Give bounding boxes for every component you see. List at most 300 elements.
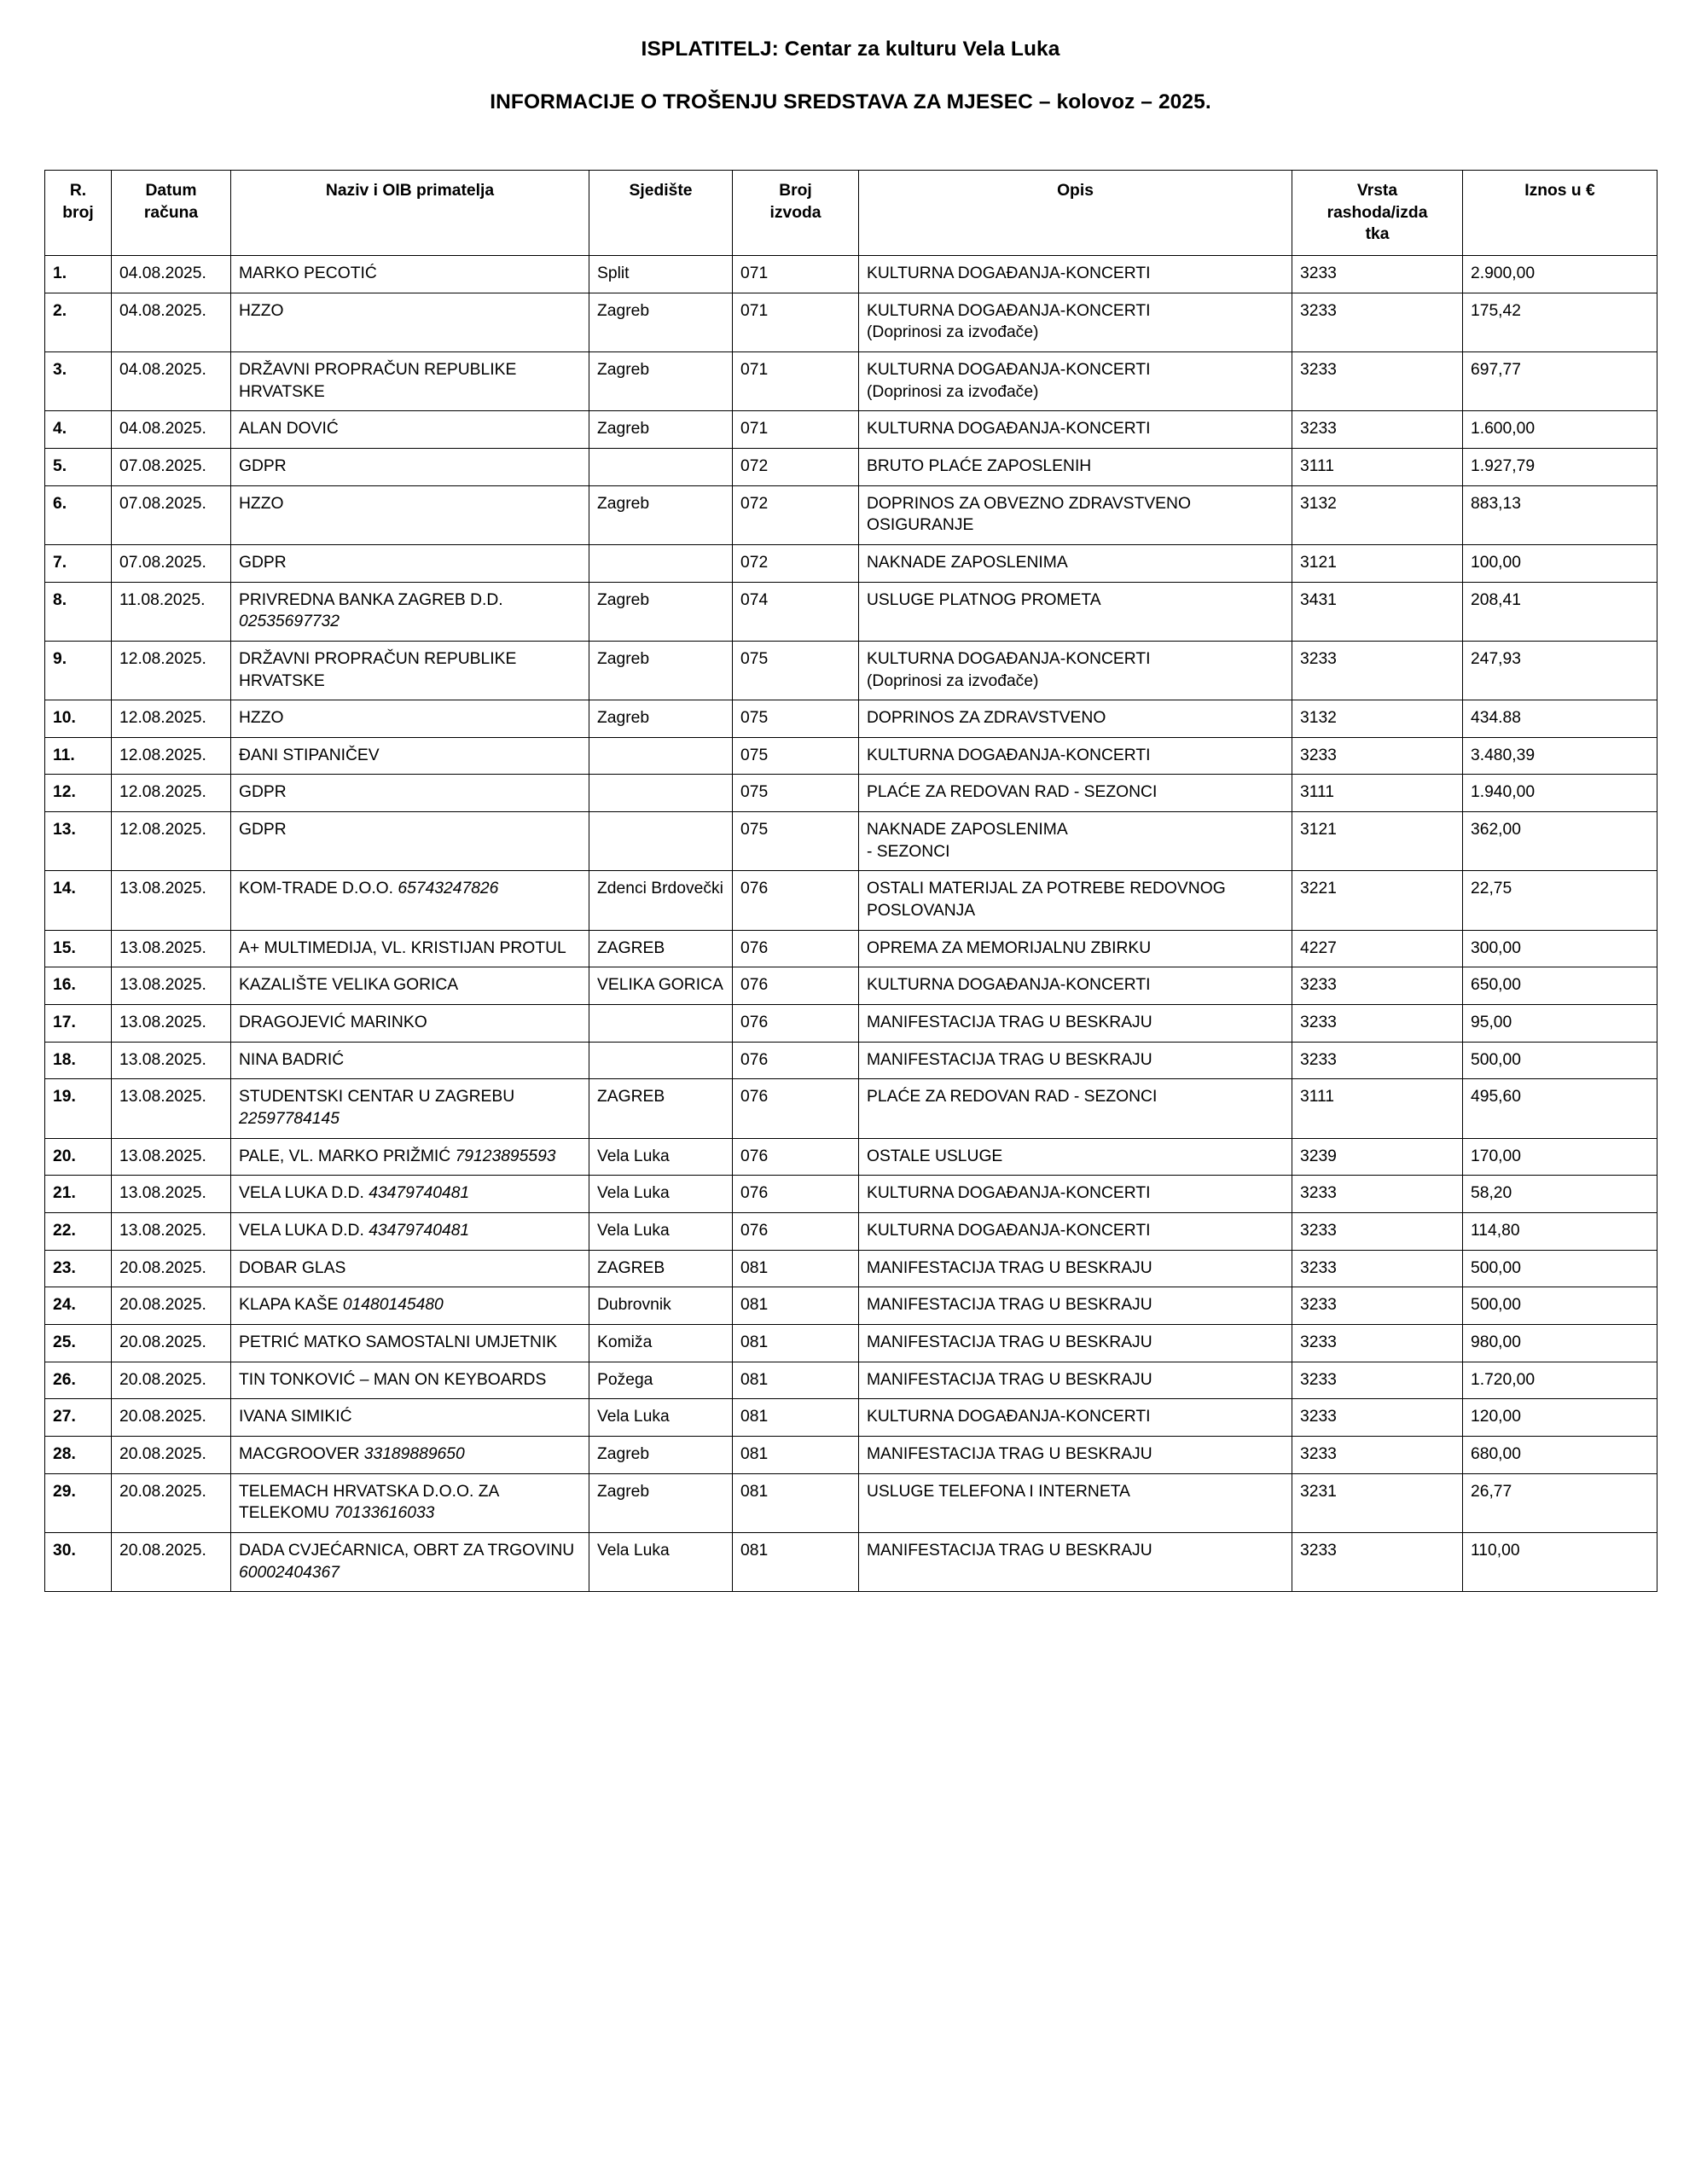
cell-date: 04.08.2025.: [112, 351, 231, 410]
cell-recipient: TIN TONKOVIĆ – MAN ON KEYBOARDS: [231, 1362, 589, 1399]
cell-description: [859, 641, 1292, 700]
cell-expense-type: 3233: [1292, 1042, 1463, 1079]
cell-statement-no: 076: [733, 1138, 859, 1176]
cell-amount: 495,60: [1463, 1079, 1657, 1138]
cell-description: [859, 544, 1292, 582]
cell-seat: ZAGREB: [589, 930, 733, 967]
cell-recipient: PETRIĆ MATKO SAMOSTALNI UMJETNIK: [231, 1324, 589, 1362]
cell-statement-no: 075: [733, 700, 859, 738]
cell-expense-type: 3233: [1292, 1532, 1463, 1591]
cell-expense-type: 3233: [1292, 1005, 1463, 1043]
cell-recipient: PALE, VL. MARKO PRIŽMIĆ 79123895593: [231, 1138, 589, 1176]
col-header-statement: [733, 171, 859, 256]
cell-statement-no: 071: [733, 255, 859, 293]
cell-statement-no: 075: [733, 641, 859, 700]
cell-expense-type: 3239: [1292, 1138, 1463, 1176]
cell-statement-no: 075: [733, 812, 859, 871]
cell-seat: Zagreb: [589, 485, 733, 544]
cell-expense-type: 3233: [1292, 1399, 1463, 1437]
cell-date: 13.08.2025.: [112, 930, 231, 967]
cell-statement-no: 076: [733, 1079, 859, 1138]
cell-ordinal: 3.: [45, 351, 112, 410]
cell-recipient: DRAGOJEVIĆ MARINKO: [231, 1005, 589, 1043]
recipient-oib: 60002404367: [239, 1563, 340, 1582]
cell-recipient: KAZALIŠTE VELIKA GORICA: [231, 967, 589, 1005]
cell-statement-no: 081: [733, 1287, 859, 1325]
cell-ordinal: 21.: [45, 1176, 112, 1213]
cell-expense-type: 3233: [1292, 1176, 1463, 1213]
cell-recipient: ALAN DOVIĆ: [231, 411, 589, 449]
table-row: [45, 448, 1657, 485]
cell-ordinal: 15.: [45, 930, 112, 967]
cell-seat: [589, 775, 733, 812]
cell-amount: 110,00: [1463, 1532, 1657, 1591]
cell-ordinal: 8.: [45, 582, 112, 641]
cell-amount: 22,75: [1463, 871, 1657, 930]
description-line-1: MANIFESTACIJA TRAG U BESKRAJU: [867, 1541, 1152, 1560]
cell-recipient: GDPR: [231, 812, 589, 871]
cell-statement-no: 071: [733, 411, 859, 449]
cell-statement-no: 081: [733, 1250, 859, 1287]
cell-amount: 697,77: [1463, 351, 1657, 410]
cell-description: [859, 293, 1292, 351]
cell-expense-type: 3111: [1292, 448, 1463, 485]
description-line-1: KULTURNA DOGAĐANJA-KONCERTI: [867, 420, 1151, 439]
cell-expense-type: 3111: [1292, 775, 1463, 812]
description-line-1: KULTURNA DOGAĐANJA-KONCERTI: [867, 1222, 1151, 1240]
cell-ordinal: 1.: [45, 255, 112, 293]
cell-description: [859, 1138, 1292, 1176]
cell-ordinal: 23.: [45, 1250, 112, 1287]
cell-ordinal: 12.: [45, 775, 112, 812]
cell-recipient: PRIVREDNA BANKA ZAGREB D.D. 02535697732: [231, 582, 589, 641]
description-line-2: (Doprinosi za izvođače): [867, 382, 1039, 401]
cell-statement-no: 076: [733, 1042, 859, 1079]
description-line-2: - SEZONCI: [867, 842, 950, 861]
col-header-statement-line2: izvoda: [769, 203, 821, 222]
cell-recipient: HZZO: [231, 485, 589, 544]
table-row: [45, 1287, 1657, 1325]
col-header-amount-line1: Iznos u €: [1524, 182, 1595, 200]
cell-recipient: GDPR: [231, 448, 589, 485]
description-line-1: OPREMA ZA MEMORIJALNU ZBIRKU: [867, 938, 1152, 957]
description-line-1: KULTURNA DOGAĐANJA-KONCERTI: [867, 1408, 1151, 1426]
cell-amount: 120,00: [1463, 1399, 1657, 1437]
cell-seat: Zagreb: [589, 411, 733, 449]
cell-seat: Zagreb: [589, 1436, 733, 1473]
cell-description: [859, 485, 1292, 544]
cell-statement-no: 081: [733, 1399, 859, 1437]
cell-description: [859, 1005, 1292, 1043]
description-line-1: KULTURNA DOGAĐANJA-KONCERTI: [867, 360, 1151, 379]
cell-statement-no: 075: [733, 737, 859, 775]
col-header-expense-type-line1: Vrsta: [1356, 182, 1398, 200]
cell-recipient: VELA LUKA D.D. 43479740481: [231, 1176, 589, 1213]
description-line-1: MANIFESTACIJA TRAG U BESKRAJU: [867, 1050, 1152, 1069]
cell-date: 20.08.2025.: [112, 1287, 231, 1325]
cell-date: 20.08.2025.: [112, 1473, 231, 1532]
cell-date: 13.08.2025.: [112, 1005, 231, 1043]
cell-statement-no: 072: [733, 485, 859, 544]
cell-recipient: GDPR: [231, 775, 589, 812]
cell-amount: 208,41: [1463, 582, 1657, 641]
cell-expense-type: 3132: [1292, 485, 1463, 544]
col-header-ordinal: [45, 171, 112, 256]
col-header-date-line2: računa: [143, 203, 199, 222]
recipient-oib: 43479740481: [369, 1222, 470, 1240]
ledger-table: [44, 170, 1657, 1592]
table-row: [45, 641, 1657, 700]
cell-statement-no: 081: [733, 1324, 859, 1362]
cell-statement-no: 071: [733, 351, 859, 410]
cell-date: 13.08.2025.: [112, 1213, 231, 1251]
cell-amount: 247,93: [1463, 641, 1657, 700]
description-line-1: NAKNADE ZAPOSLENIMA: [867, 821, 1068, 839]
cell-recipient: ĐANI STIPANIČEV: [231, 737, 589, 775]
recipient-oib: 02535697732: [239, 613, 340, 631]
recipient-oib: 65743247826: [398, 880, 499, 898]
cell-seat: [589, 544, 733, 582]
table-row: [45, 1362, 1657, 1399]
cell-seat: Zagreb: [589, 700, 733, 738]
cell-ordinal: 25.: [45, 1324, 112, 1362]
table-row: [45, 411, 1657, 449]
cell-description: [859, 448, 1292, 485]
table-row: [45, 544, 1657, 582]
description-line-1: KULTURNA DOGAĐANJA-KONCERTI: [867, 264, 1151, 282]
cell-description: [859, 1399, 1292, 1437]
description-line-1: KULTURNA DOGAĐANJA-KONCERTI: [867, 649, 1151, 668]
cell-amount: 980,00: [1463, 1324, 1657, 1362]
table-row: [45, 700, 1657, 738]
cell-amount: 650,00: [1463, 967, 1657, 1005]
cell-expense-type: 4227: [1292, 930, 1463, 967]
cell-description: [859, 700, 1292, 738]
table-row: [45, 351, 1657, 410]
description-line-1: OSTALI MATERIJAL ZA POTREBE REDOVNOG POSLOVANJA: [867, 880, 1226, 921]
cell-ordinal: 13.: [45, 812, 112, 871]
description-line-1: DOPRINOS ZA OBVEZNO ZDRAVSTVENO OSIGURANJE: [867, 494, 1191, 535]
cell-statement-no: 072: [733, 448, 859, 485]
col-header-ordinal-line1: R.: [69, 182, 87, 200]
cell-description: [859, 967, 1292, 1005]
cell-seat: Zagreb: [589, 351, 733, 410]
cell-amount: 883,13: [1463, 485, 1657, 544]
cell-ordinal: 11.: [45, 737, 112, 775]
cell-amount: 362,00: [1463, 812, 1657, 871]
table-row: [45, 967, 1657, 1005]
description-line-1: KULTURNA DOGAĐANJA-KONCERTI: [867, 301, 1151, 320]
description-line-1: MANIFESTACIJA TRAG U BESKRAJU: [867, 1370, 1152, 1389]
description-line-1: MANIFESTACIJA TRAG U BESKRAJU: [867, 1258, 1152, 1277]
cell-date: 13.08.2025.: [112, 1079, 231, 1138]
payer-title: ISPLATITELJ: Centar za kulturu Vela Luka: [641, 38, 1060, 61]
report-title: INFORMACIJE O TROŠENJU SREDSTAVA ZA MJESEC – kolovoz – 2025.: [490, 90, 1211, 113]
cell-description: [859, 1213, 1292, 1251]
col-header-expense-type-line3: tka: [1365, 225, 1390, 244]
table-row: [45, 1399, 1657, 1437]
cell-ordinal: 14.: [45, 871, 112, 930]
cell-amount: 434.88: [1463, 700, 1657, 738]
description-line-1: MANIFESTACIJA TRAG U BESKRAJU: [867, 1444, 1152, 1463]
description-line-1: OSTALE USLUGE: [867, 1147, 1003, 1165]
cell-seat: Vela Luka: [589, 1213, 733, 1251]
cell-statement-no: 071: [733, 293, 859, 351]
cell-date: 20.08.2025.: [112, 1250, 231, 1287]
cell-statement-no: 081: [733, 1436, 859, 1473]
description-line-1: MANIFESTACIJA TRAG U BESKRAJU: [867, 1296, 1152, 1315]
cell-recipient: HZZO: [231, 293, 589, 351]
cell-date: 20.08.2025.: [112, 1532, 231, 1591]
cell-seat: Zagreb: [589, 293, 733, 351]
cell-expense-type: 3233: [1292, 967, 1463, 1005]
table-row: [45, 930, 1657, 967]
table-row: [45, 1324, 1657, 1362]
cell-ordinal: 26.: [45, 1362, 112, 1399]
document-header: [44, 38, 1657, 114]
cell-expense-type: 3233: [1292, 737, 1463, 775]
cell-recipient: GDPR: [231, 544, 589, 582]
description-line-1: PLAĆE ZA REDOVAN RAD - SEZONCI: [867, 783, 1158, 802]
cell-seat: [589, 448, 733, 485]
recipient-oib: 01480145480: [342, 1296, 444, 1315]
cell-recipient: KOM-TRADE D.O.O. 65743247826: [231, 871, 589, 930]
cell-date: 13.08.2025.: [112, 871, 231, 930]
cell-expense-type: 3121: [1292, 544, 1463, 582]
cell-amount: 500,00: [1463, 1042, 1657, 1079]
cell-seat: Komiža: [589, 1324, 733, 1362]
cell-seat: Požega: [589, 1362, 733, 1399]
description-line-1: MANIFESTACIJA TRAG U BESKRAJU: [867, 1014, 1152, 1032]
cell-amount: 100,00: [1463, 544, 1657, 582]
cell-recipient: HZZO: [231, 700, 589, 738]
description-line-1: PLAĆE ZA REDOVAN RAD - SEZONCI: [867, 1088, 1158, 1107]
cell-recipient: DRŽAVNI PROPRAČUN REPUBLIKE HRVATSKE: [231, 351, 589, 410]
col-header-seat: [589, 171, 733, 256]
cell-seat: ZAGREB: [589, 1079, 733, 1138]
cell-date: 04.08.2025.: [112, 255, 231, 293]
description-line-2: (Doprinosi za izvođače): [867, 671, 1039, 690]
table-row: [45, 582, 1657, 641]
cell-amount: 58,20: [1463, 1176, 1657, 1213]
cell-ordinal: 5.: [45, 448, 112, 485]
cell-ordinal: 9.: [45, 641, 112, 700]
cell-seat: Split: [589, 255, 733, 293]
cell-expense-type: 3233: [1292, 411, 1463, 449]
cell-date: 12.08.2025.: [112, 641, 231, 700]
cell-ordinal: 2.: [45, 293, 112, 351]
cell-description: [859, 1532, 1292, 1591]
table-row: [45, 1042, 1657, 1079]
description-line-2: (Doprinosi za izvođače): [867, 323, 1039, 342]
cell-statement-no: 076: [733, 1213, 859, 1251]
cell-amount: 175,42: [1463, 293, 1657, 351]
cell-recipient: A+ MULTIMEDIJA, VL. KRISTIJAN PROTUL: [231, 930, 589, 967]
table-row: [45, 871, 1657, 930]
table-row: [45, 1532, 1657, 1591]
cell-statement-no: 081: [733, 1532, 859, 1591]
col-header-expense-type: [1292, 171, 1463, 256]
cell-date: 07.08.2025.: [112, 448, 231, 485]
cell-recipient: STUDENTSKI CENTAR U ZAGREBU 22597784145: [231, 1079, 589, 1138]
cell-description: [859, 1324, 1292, 1362]
cell-expense-type: 3233: [1292, 293, 1463, 351]
table-row: [45, 775, 1657, 812]
description-line-1: NAKNADE ZAPOSLENIMA: [867, 553, 1068, 572]
cell-recipient: DOBAR GLAS: [231, 1250, 589, 1287]
cell-ordinal: 6.: [45, 485, 112, 544]
table-row: [45, 293, 1657, 351]
cell-statement-no: 076: [733, 1005, 859, 1043]
description-line-1: USLUGE TELEFONA I INTERNETA: [867, 1482, 1130, 1501]
col-header-recipient: [231, 171, 589, 256]
col-header-statement-line1: Broj: [779, 182, 812, 200]
cell-seat: ZAGREB: [589, 1250, 733, 1287]
cell-description: [859, 930, 1292, 967]
cell-recipient: MACGROOVER 33189889650: [231, 1436, 589, 1473]
cell-amount: 3.480,39: [1463, 737, 1657, 775]
cell-description: [859, 775, 1292, 812]
cell-date: 07.08.2025.: [112, 544, 231, 582]
cell-expense-type: 3233: [1292, 255, 1463, 293]
cell-amount: 500,00: [1463, 1250, 1657, 1287]
cell-ordinal: 30.: [45, 1532, 112, 1591]
cell-date: 13.08.2025.: [112, 1138, 231, 1176]
cell-description: [859, 1362, 1292, 1399]
cell-ordinal: 4.: [45, 411, 112, 449]
cell-ordinal: 10.: [45, 700, 112, 738]
cell-statement-no: 081: [733, 1362, 859, 1399]
cell-description: [859, 1287, 1292, 1325]
cell-expense-type: 3233: [1292, 1436, 1463, 1473]
cell-description: [859, 582, 1292, 641]
cell-ordinal: 17.: [45, 1005, 112, 1043]
cell-statement-no: 076: [733, 871, 859, 930]
cell-recipient: IVANA SIMIKIĆ: [231, 1399, 589, 1437]
cell-statement-no: 075: [733, 775, 859, 812]
cell-seat: [589, 737, 733, 775]
recipient-oib: 79123895593: [455, 1147, 556, 1165]
cell-description: [859, 1042, 1292, 1079]
table-body: [45, 255, 1657, 1591]
cell-amount: 114,80: [1463, 1213, 1657, 1251]
cell-recipient: DADA CVJEĆARNICA, OBRT ZA TRGOVINU 60002404367: [231, 1532, 589, 1591]
cell-expense-type: 3233: [1292, 1362, 1463, 1399]
cell-amount: 300,00: [1463, 930, 1657, 967]
cell-statement-no: 076: [733, 1176, 859, 1213]
col-header-date: [112, 171, 231, 256]
table-row: [45, 1213, 1657, 1251]
cell-ordinal: 7.: [45, 544, 112, 582]
cell-expense-type: 3121: [1292, 812, 1463, 871]
cell-description: [859, 255, 1292, 293]
cell-ordinal: 16.: [45, 967, 112, 1005]
cell-date: 04.08.2025.: [112, 293, 231, 351]
table-row: [45, 1436, 1657, 1473]
cell-expense-type: 3233: [1292, 641, 1463, 700]
table-row: [45, 255, 1657, 293]
cell-seat: VELIKA GORICA: [589, 967, 733, 1005]
col-header-amount: [1463, 171, 1657, 256]
cell-expense-type: 3231: [1292, 1473, 1463, 1532]
cell-amount: 1.940,00: [1463, 775, 1657, 812]
cell-description: [859, 351, 1292, 410]
cell-amount: 95,00: [1463, 1005, 1657, 1043]
table-row: [45, 812, 1657, 871]
cell-ordinal: 28.: [45, 1436, 112, 1473]
table-row: [45, 1005, 1657, 1043]
cell-statement-no: 074: [733, 582, 859, 641]
cell-recipient: KLAPA KAŠE 01480145480: [231, 1287, 589, 1325]
table-header-row: [45, 171, 1657, 256]
table-row: [45, 1473, 1657, 1532]
table-row: [45, 737, 1657, 775]
cell-amount: 500,00: [1463, 1287, 1657, 1325]
cell-expense-type: 3233: [1292, 1324, 1463, 1362]
cell-ordinal: 29.: [45, 1473, 112, 1532]
cell-date: 07.08.2025.: [112, 485, 231, 544]
table-row: [45, 1176, 1657, 1213]
description-line-1: MANIFESTACIJA TRAG U BESKRAJU: [867, 1333, 1152, 1351]
cell-description: [859, 1176, 1292, 1213]
cell-description: [859, 1079, 1292, 1138]
cell-seat: [589, 812, 733, 871]
description-line-1: DOPRINOS ZA ZDRAVSTVENO: [867, 709, 1106, 728]
table-row: [45, 485, 1657, 544]
cell-date: 20.08.2025.: [112, 1324, 231, 1362]
cell-expense-type: 3233: [1292, 351, 1463, 410]
cell-date: 20.08.2025.: [112, 1362, 231, 1399]
cell-description: [859, 812, 1292, 871]
cell-date: 04.08.2025.: [112, 411, 231, 449]
cell-description: [859, 1473, 1292, 1532]
description-line-1: BRUTO PLAĆE ZAPOSLENIH: [867, 456, 1092, 475]
cell-statement-no: 072: [733, 544, 859, 582]
cell-seat: Vela Luka: [589, 1399, 733, 1437]
cell-description: [859, 411, 1292, 449]
col-header-expense-type-line2: rashoda/izda: [1327, 203, 1428, 222]
description-line-1: KULTURNA DOGAĐANJA-KONCERTI: [867, 976, 1151, 995]
cell-amount: 26,77: [1463, 1473, 1657, 1532]
cell-amount: 680,00: [1463, 1436, 1657, 1473]
col-header-description: [859, 171, 1292, 256]
recipient-oib: 43479740481: [369, 1184, 470, 1203]
cell-recipient: VELA LUKA D.D. 43479740481: [231, 1213, 589, 1251]
recipient-oib: 70133616033: [334, 1504, 435, 1523]
cell-expense-type: 3431: [1292, 582, 1463, 641]
cell-expense-type: 3221: [1292, 871, 1463, 930]
ledger-table-wrapper: [44, 170, 1657, 1592]
cell-recipient: TELEMACH HRVATSKA D.O.O. ZA TELEKOMU 70133616033: [231, 1473, 589, 1532]
cell-ordinal: 18.: [45, 1042, 112, 1079]
cell-date: 12.08.2025.: [112, 775, 231, 812]
cell-seat: [589, 1042, 733, 1079]
cell-seat: Vela Luka: [589, 1176, 733, 1213]
cell-expense-type: 3233: [1292, 1287, 1463, 1325]
cell-amount: 1.927,79: [1463, 448, 1657, 485]
cell-seat: Zdenci Brdovečki: [589, 871, 733, 930]
table-row: [45, 1250, 1657, 1287]
cell-ordinal: 20.: [45, 1138, 112, 1176]
col-header-recipient-line1: Naziv i OIB primatelja: [325, 182, 495, 200]
cell-date: 20.08.2025.: [112, 1399, 231, 1437]
cell-description: [859, 737, 1292, 775]
cell-date: 20.08.2025.: [112, 1436, 231, 1473]
cell-seat: Zagreb: [589, 1473, 733, 1532]
cell-seat: Zagreb: [589, 641, 733, 700]
cell-seat: Zagreb: [589, 582, 733, 641]
cell-date: 12.08.2025.: [112, 700, 231, 738]
